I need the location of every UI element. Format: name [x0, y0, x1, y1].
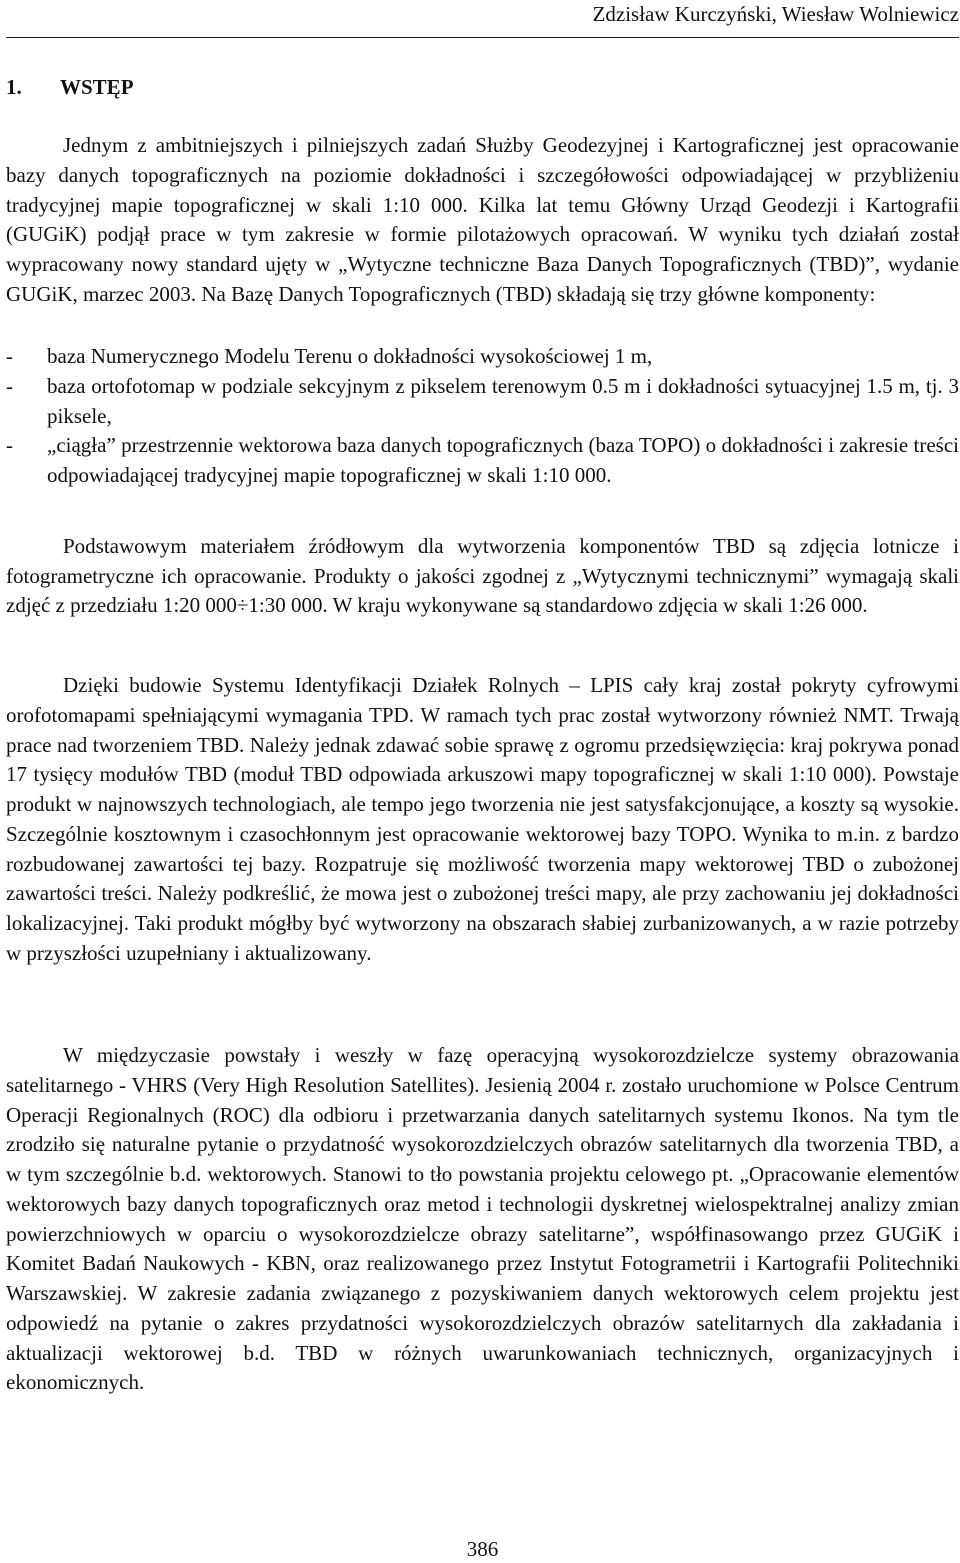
components-list — [6, 342, 959, 491]
document-page — [6, 0, 959, 1561]
running-header-authors: Zdzisław Kurczyński, Wiesław Wolniewicz — [592, 2, 959, 26]
section-heading — [6, 73, 134, 101]
list-dash: - — [6, 433, 13, 458]
list-item-orthophoto — [6, 372, 959, 432]
paragraph-materials: Podstawowym materiałem źródłowym dla wytworzenia komponentów TBD są zdjęcia lotnicze i fotogrametryczne ich opracowanie. Produkty o jakości zgodnej z „Wytycznymi technicznymi” wymagają skali zdjęć z przedziału 1:20 000÷1:30 000. W kraju wykonywane są standardowo zdjęcia w skali 1:26 000. — [6, 534, 959, 617]
header-rule — [6, 37, 959, 38]
list-item-text: baza ortofotomap w podziale sekcyjnym z pikselem terenowym 0.5 m i dokładności sytuacyjnej 1.5 m, tj. 3 piksele, — [47, 373, 959, 428]
section-title: WSTĘP — [60, 75, 134, 99]
list-item-dtm — [6, 342, 959, 372]
paragraph-lpis: Dzięki budowie Systemu Identyfikacji Działek Rolnych – LPIS cały kraj został pokryty cyfrowymi orofotomapami spełniającymi wymagania TPD. W ramach tych prac został wytworzony również NMT. Trwają prace nad tworzeniem TBD. Należy jednak zdawać sobie sprawę z ogromu przedsięwzięcia: kraj pokrywa ponad 17 tysięcy modułów TBD (moduł TBD odpowiada arkuszowi mapy topograficznej w skali 1:10 000). Powstaje produkt w najnowszych technologiach, ale tempo jego tworzenia nie jest satysfakcjonujące, a koszty są wysokie. Szczególnie kosztownym i czasochłonnym jest opracowanie wektorowej bazy TOPO. Wynika to m.in. z bardzo rozbudowanej zawartości tej bazy. Rozpatruje się możliwość tworzenia mapy wektorowej TBD o zubożonej zawartości treści. Należy podkreślić, że mowa jest o zubożonej treści mapy, ale przy zachowaniu jej dokładności lokalizacyjnej. Taki produkt mógłby być wytworzony na obszarach słabiej zurbanizowanych, a w razie potrzeby w przyszłości uzupełniany i aktualizowany. — [6, 673, 959, 965]
list-item-topo — [6, 431, 959, 491]
paragraph-intro: Jednym z ambitniejszych i pilniejszych zadań Służby Geodezyjnej i Kartograficznej jest opracowanie bazy danych topograficznych na poziomie dokładności i szczegółowości odpowiadającej w przybliżeniu tradycyjnej mapie topograficznej w skali 1:10 000. Kilka lat temu Główny Urząd Geodezji i Kartografii (GUGiK) podjął prace w tym zakresie w formie pilotażowych opracowań. W wyniku tych działań został wypracowany nowy standard ujęty w „Wytyczne techniczne Baza Danych Topograficznych (TBD)”, wydanie GUGiK, marzec 2003. Na Bazę Danych Topograficznych (TBD) składają się trzy główne komponenty: — [6, 133, 959, 306]
list-item-text: „ciągła” przestrzennie wektorowa baza danych topograficznych (baza TOPO) o dokładności i zakresie treści odpowiadającej tradycyjnej mapie topograficznej w skali 1:10 000. — [47, 433, 959, 487]
list-item-text: baza Numerycznego Modelu Terenu o dokładności wysokościowej 1 m, — [47, 344, 653, 368]
list-dash: - — [6, 373, 13, 398]
paragraph-vhrs: W międzyczasie powstały i weszły w fazę operacyjną wysokorozdzielcze systemy obrazowania satelitarnego - VHRS (Very High Resolution Satellites). Jesienią 2004 r. zostało uruchomione w Polsce Centrum Operacji Regionalnych (ROC) dla odbioru i przetwarzania danych satelitarnych systemu Ikonos. Na tym tle zrodziło się naturalne pytanie o przydatność wysokorozdzielczych obrazów satelitarnych dla tworzenia TBD, a w tym szczególnie b.d. wektorowych. Stanowi to tło powstania projektu celowego pt. „Opracowanie elementów wektorowych bazy danych topograficznych oraz metod i technologii dyskretnej wielospektralnej analizy zmian powierzchniowych w oparciu o wysokorozdzielcze obrazy satelitarne”, współfinasowango przez GUGiK i Komitet Badań Naukowych - KBN, oraz realizowanego przez Instytut Fotogrametrii i Kartografii Politechniki Warszawskiej. W zakresie zadania związanego z pozyskiwaniem danych wektorowych celem projektu jest odpowiedź na pytanie o zakres przydatności wysokorozdzielczych obrazów satelitarnych dla zakładania i aktualizacji wektorowej b.d. TBD w różnych uwarunkowaniach technicznych, organizacyjnych i ekonomicznych. — [6, 1043, 959, 1395]
section-number: 1. — [6, 75, 22, 99]
list-dash: - — [6, 344, 13, 368]
page-number: 386 — [466, 1537, 499, 1561]
